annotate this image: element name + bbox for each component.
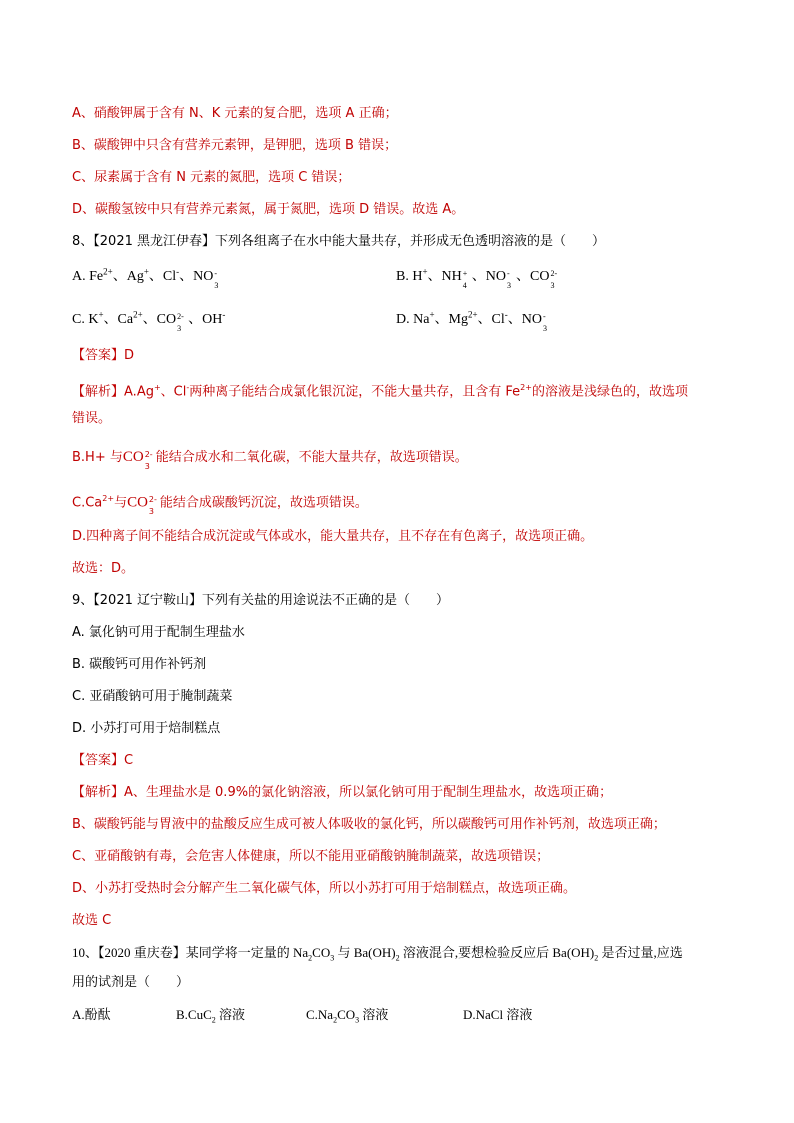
q9-stem: 9、【2021 辽宁鞍山】下列有关盐的用途说法不正确的是（ ） xyxy=(72,593,449,608)
q9-option-d: D. 小苏打可用于焙制糕点 xyxy=(72,721,221,736)
q10-option-d: D.NaCl 溶液 xyxy=(463,1007,533,1022)
q8-option-c: C. K+、$Ca^{2+}$、CO 2- 3 、OH- xyxy=(72,309,226,333)
q7-analysis-c: C、尿素属于含有 N 元素的氮肥，选项 C 错误； xyxy=(72,170,351,185)
q10-option-b: B.CuC$_2$ 溶液 xyxy=(176,1007,246,1025)
q9-analysis-a: 【解析】A、生理盐水是 0.9%的氯化钠溶液，所以氯化钠可用于配制生理盐水，故选项正确； xyxy=(72,785,613,800)
q8-analysis-a-cont: 错误。 xyxy=(72,411,112,426)
answer-value: D xyxy=(124,348,135,363)
q9-conclusion: 故选 C xyxy=(72,913,112,928)
q8-analysis-b: B.H+ 与CO 2- 3 能结合成水和二氧化碳，不能大量共存，故选项错误。 xyxy=(72,449,468,471)
answer-value: C xyxy=(124,753,134,768)
q7-analysis-d: D、碳酸氢铵中只有营养元素氮，属于氮肥，选项 D 错误。故选 A。 xyxy=(72,202,465,217)
q9-option-b: B. 碳酸钙可用作补钙剂 xyxy=(72,657,207,672)
q8-answer xyxy=(72,347,134,365)
q8-option-a: A. $Fe^{2+}$、Ag+、Cl-、NO - 3 xyxy=(72,266,219,290)
q9-analysis-c: C、亚硝酸钠有毒，会危害人体健康，所以不能用亚硝酸钠腌制蔬菜，故选项错误； xyxy=(72,849,550,864)
q9-option-a: A. 氯化钠可用于配制生理盐水 xyxy=(72,625,245,640)
q10-stem-cont: 用的试剂是（ ） xyxy=(72,975,190,990)
q9-option-c: C. 亚硝酸钠可用于腌制蔬菜 xyxy=(72,689,233,704)
answer-label: 【答案】 xyxy=(72,348,125,363)
q8-analysis-c: $C.Ca^{2+}$与CO 2- 3 能结合成碳酸钙沉淀，故选项错误。 xyxy=(72,494,368,516)
q10-stem: 10、【2020 重庆卷】某同学将一定量的 $Na_2CO_3$ 与 $Ba(OH)_2$ 溶液混合,要想检验反应后 $Ba(OH)_2$ 是否过量,应选 xyxy=(72,945,683,963)
q8-option-d: D. Na+、$Mg^{2+}$、Cl-、NO - 3 xyxy=(396,309,548,333)
q8-analysis-d: D.四种离子间不能结合成沉淀或气体或水，能大量共存，且不存在有色离子，故选项正确。 xyxy=(72,529,594,544)
q9-analysis-d: D、小苏打受热时会分解产生二氧化碳气体，所以小苏打可用于焙制糕点，故选项正确。 xyxy=(72,881,577,896)
q8-conclusion: 故选：D。 xyxy=(72,561,135,576)
answer-label: 【答案】 xyxy=(72,753,125,768)
q8-analysis-a: 【解析】A.Ag+、Cl-两种离子能结合成氯化银沉淀，不能大量共存，且含有 $Fe^{2+}$的溶液是浅绿色的，故选项 xyxy=(72,383,688,400)
q10-option-a: A.酚酞 xyxy=(72,1007,111,1022)
q8-option-b: B. H+、NH + 4 、NO - 3 、CO 2- 3 xyxy=(396,266,558,290)
q9-analysis-b: B、碳酸钙能与胃液中的盐酸反应生成可被人体吸收的氯化钙，所以碳酸钙可用作补钙剂，故选项正确； xyxy=(72,817,666,832)
q10-option-c: $C.Na_2CO_3$ 溶液 xyxy=(306,1007,389,1025)
q9-answer xyxy=(72,752,133,770)
q8-stem: 8、【2021 黑龙江伊春】下列各组离子在水中能大量共存，并形成无色透明溶液的是（ ） xyxy=(72,234,605,249)
q7-analysis-a: A、硝酸钾属于含有 N、K 元素的复合肥，选项 A 正确； xyxy=(72,106,398,121)
q7-analysis-b: B、碳酸钾中只含有营养元素钾，是钾肥，选项 B 错误； xyxy=(72,138,398,153)
